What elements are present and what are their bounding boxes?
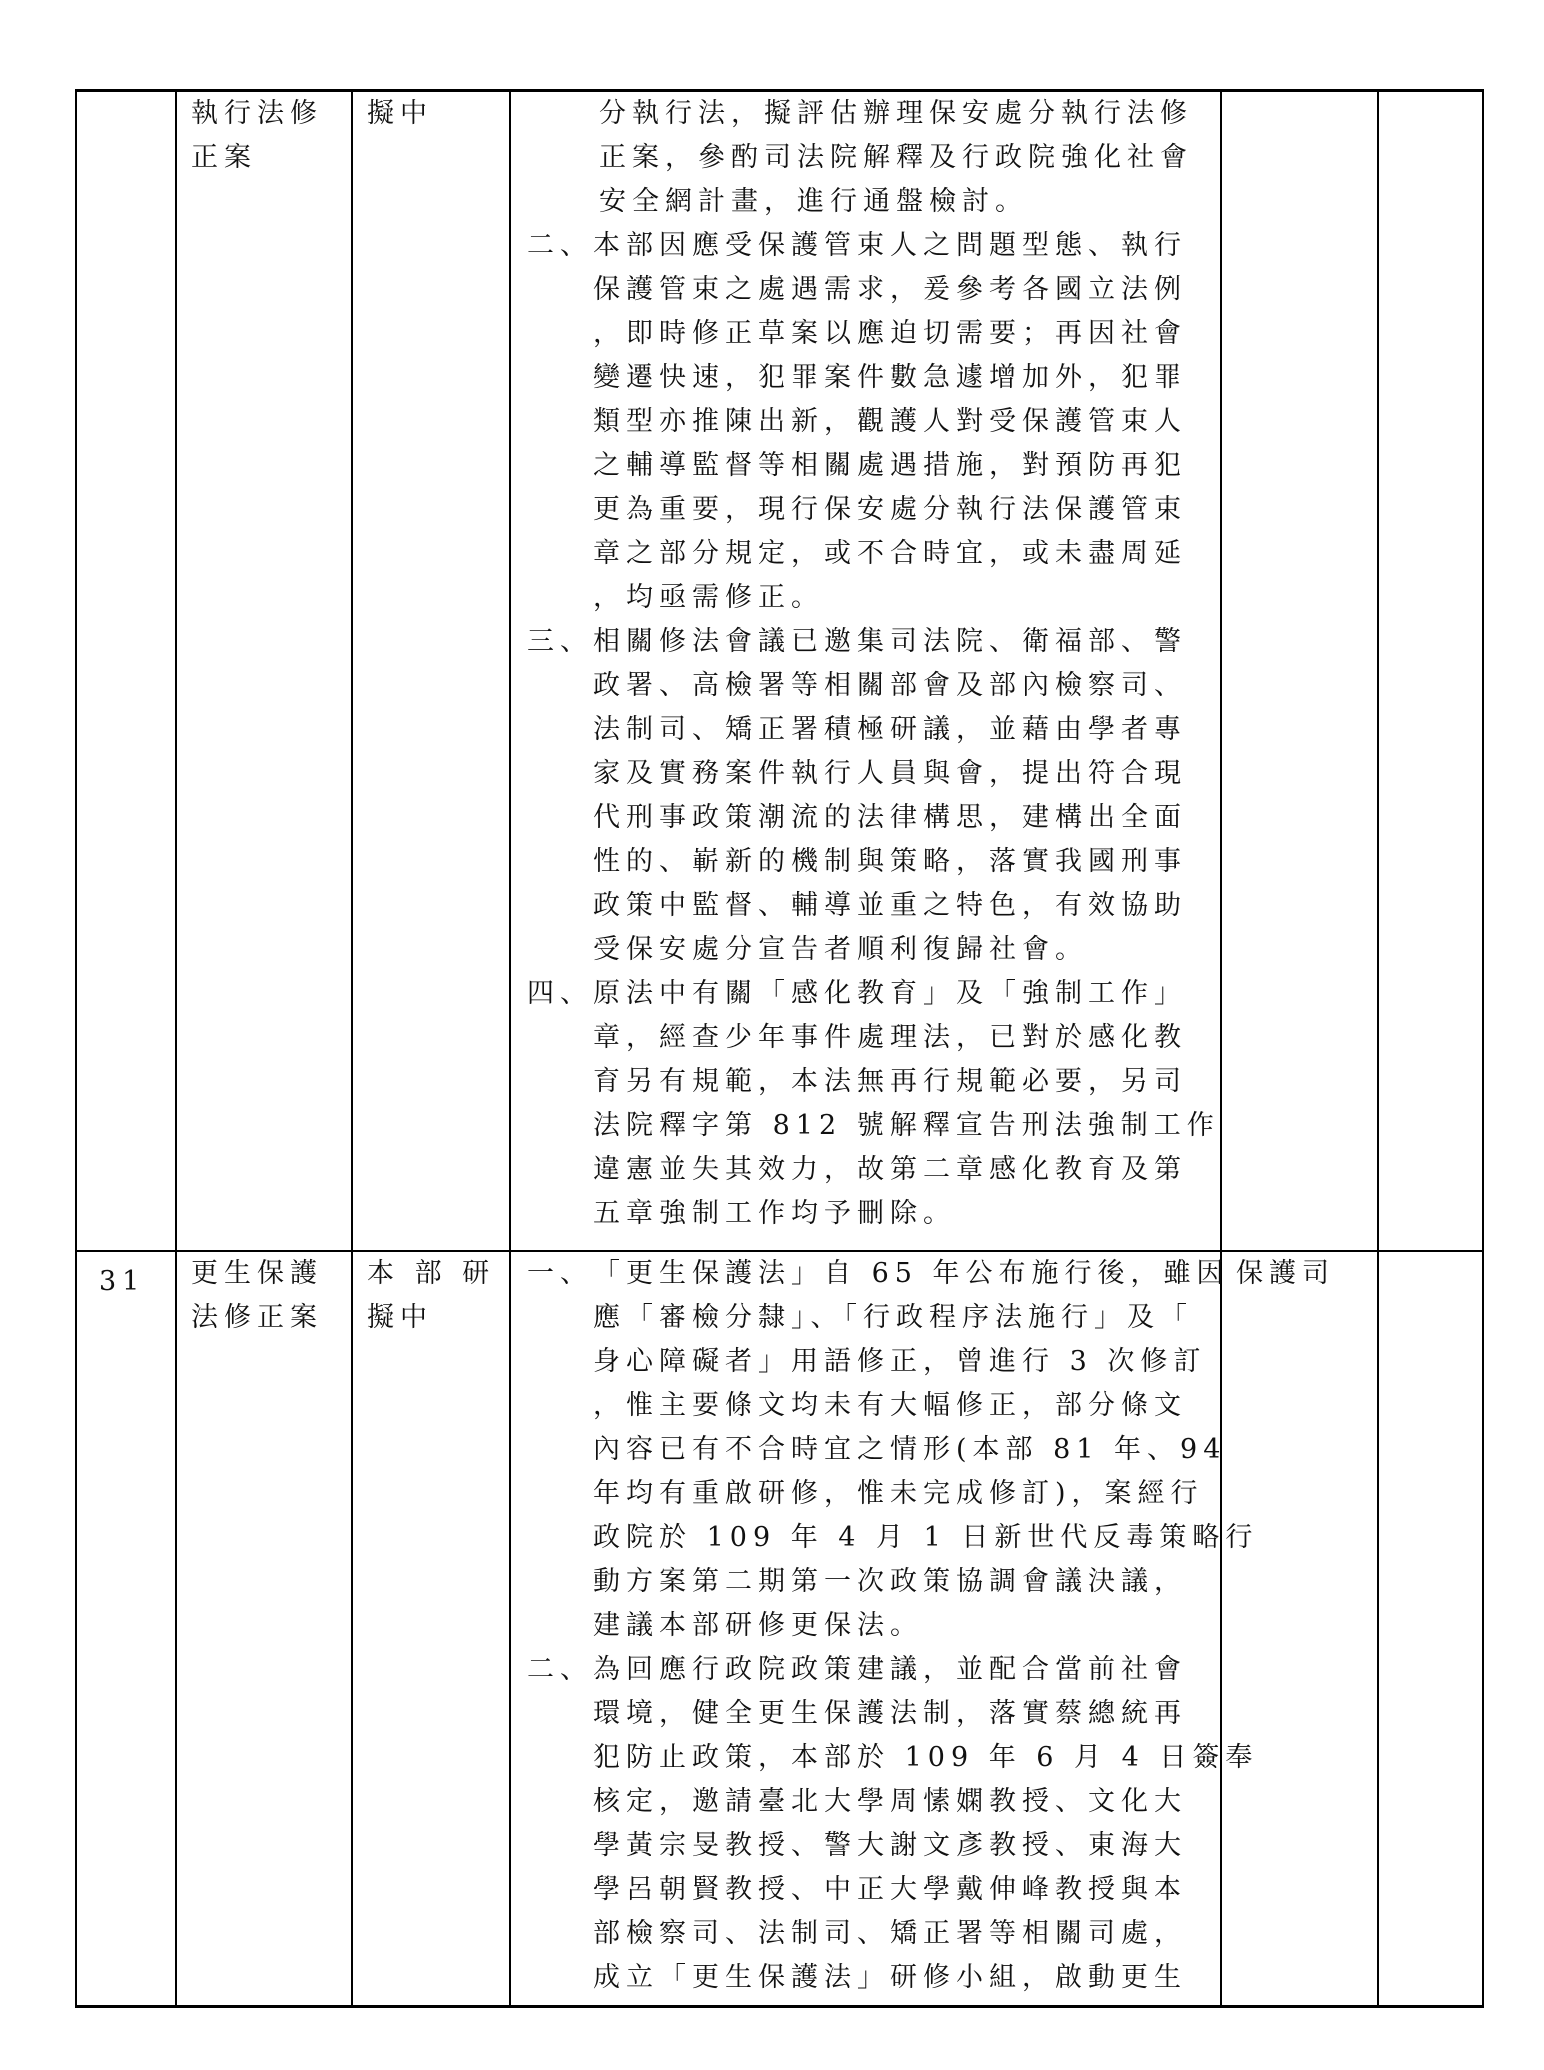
text-line: 受保安處分宣告者順利復歸社會。	[593, 934, 1088, 965]
text-line: 犯防止政策，本部於 109 年 6 月 4 日簽奉	[593, 1741, 1259, 1773]
numbered-paragraph	[527, 1648, 1259, 2000]
item-status-line: 擬中	[367, 1301, 433, 1333]
item-name-line: 執行法修	[191, 98, 323, 129]
item-status-cell	[352, 91, 510, 1251]
text-line: 章，經查少年事件處理法，已對於感化教	[593, 1022, 1187, 1053]
text-line: 政策中監督、輔導並重之特色，有效協助	[593, 890, 1187, 921]
text-line: 保護管束之處遇需求，爰參考各國立法例	[593, 274, 1187, 305]
paragraph-marker: 一、	[527, 1257, 593, 1289]
text-line: ，均亟需修正。	[593, 582, 824, 613]
text-line: 應「審檢分隸」、「行政程序法施行」及「	[593, 1301, 1193, 1333]
numbered-paragraph	[527, 620, 1204, 972]
item-number: 31	[99, 1265, 146, 1297]
text-line: 五章強制工作均予刪除。	[593, 1198, 956, 1229]
item-status-cell	[352, 1251, 510, 2007]
text-line: 代刑事政策潮流的法律構思，建構出全面	[593, 802, 1187, 833]
text-line: 政署、高檢署等相關部會及部內檢察司、	[593, 670, 1187, 701]
table-row	[76, 1251, 1483, 2007]
paragraph-marker: 四、	[527, 978, 593, 1009]
text-line: 更為重要，現行保安處分執行法保護管束	[593, 494, 1187, 525]
text-line: 安全網計畫，進行通盤檢討。	[599, 186, 1028, 217]
item-name-line: 正案	[191, 142, 257, 173]
text-line: 違憲並失其效力，故第二章感化教育及第	[593, 1154, 1187, 1185]
item-description-cell	[510, 91, 1221, 1251]
numbered-paragraph	[527, 1252, 1259, 1648]
numbered-paragraph	[527, 972, 1220, 1236]
text-line: 變遷快速，犯罪案件數急遽增加外，犯罪	[593, 362, 1187, 393]
document-table	[75, 89, 1484, 2008]
paragraph-marker: 二、	[527, 1653, 593, 1685]
text-line: 內容已有不合時宜之情形(本部 81 年、94	[593, 1433, 1227, 1465]
text-line: 政院於 109 年 4 月 1 日新世代反毒策略行	[593, 1521, 1259, 1553]
text-line: 學呂朝賢教授、中正大學戴伸峰教授與本	[593, 1873, 1187, 1905]
text-line: 學黃宗旻教授、警大謝文彥教授、東海大	[593, 1829, 1187, 1861]
item-name-line: 更生保護	[191, 1257, 323, 1289]
text-line: 部檢察司、法制司、矯正署等相關司處，	[593, 1917, 1187, 1949]
text-line: 法制司、矯正署積極研議，並藉由學者專	[593, 714, 1187, 745]
item-department-cell	[1221, 91, 1378, 1251]
text-line: ，即時修正草案以應迫切需要；再因社會	[593, 318, 1187, 349]
text-line: 動方案第二期第一次政策協調會議決議，	[593, 1565, 1187, 1597]
text-line: 為回應行政院政策建議，並配合當前社會	[593, 1653, 1187, 1685]
numbered-paragraph	[527, 224, 1204, 620]
text-line: 身心障礙者」用語修正，曾進行 3 次修訂	[593, 1345, 1207, 1377]
item-remark-cell	[1378, 91, 1483, 1251]
item-department: 保護司	[1236, 1257, 1335, 1289]
text-line: ，惟主要條文均未有大幅修正，部分條文	[593, 1389, 1187, 1421]
table-row	[76, 91, 1483, 1251]
continuation-paragraph	[527, 92, 1204, 224]
text-line: 法院釋字第 812 號解釋宣告刑法強制工作	[593, 1110, 1220, 1141]
item-name-cell	[176, 1251, 352, 2007]
text-line: 「更生保護法」自 65 年公布施行後，雖因	[593, 1257, 1230, 1289]
item-description-cell	[510, 1251, 1259, 2007]
text-line: 章之部分規定，或不合時宜，或未盡周延	[593, 538, 1187, 569]
item-name-cell	[176, 91, 352, 1251]
text-line: 本部因應受保護管束人之問題型態、執行	[593, 230, 1187, 261]
item-number-cell	[76, 91, 176, 1251]
paragraph-marker: 二、	[527, 230, 593, 261]
text-line: 成立「更生保護法」研修小組，啟動更生	[593, 1961, 1187, 1993]
item-status-line: 擬中	[367, 98, 433, 129]
text-line: 性的、嶄新的機制與策略，落實我國刑事	[593, 846, 1187, 877]
text-line: 相關修法會議已邀集司法院、衛福部、警	[593, 626, 1187, 657]
text-line: 核定，邀請臺北大學周愫嫻教授、文化大	[593, 1785, 1187, 1817]
text-line: 之輔導監督等相關處遇措施，對預防再犯	[593, 450, 1187, 481]
text-line: 正案，參酌司法院解釋及行政院強化社會	[599, 142, 1193, 173]
item-name-line: 法修正案	[191, 1301, 323, 1333]
text-line: 環境，健全更生保護法制，落實蔡總統再	[593, 1697, 1187, 1729]
text-line: 育另有規範，本法無再行規範必要，另司	[593, 1066, 1187, 1097]
text-line: 原法中有關「感化教育」及「強制工作」	[593, 978, 1187, 1009]
paragraph-marker: 三、	[527, 626, 593, 657]
text-line: 類型亦推陳出新，觀護人對受保護管束人	[593, 406, 1187, 437]
text-line: 分執行法，擬評估辦理保安處分執行法修	[599, 98, 1193, 129]
text-line: 年均有重啟研修，惟未完成修訂)，案經行	[593, 1477, 1204, 1509]
item-number-cell	[76, 1251, 176, 2007]
item-remark-cell	[1378, 1251, 1483, 2007]
text-line: 家及實務案件執行人員與會，提出符合現	[593, 758, 1187, 789]
item-status-line: 本 部 研	[367, 1257, 496, 1289]
text-line: 建議本部研修更保法。	[593, 1609, 923, 1641]
